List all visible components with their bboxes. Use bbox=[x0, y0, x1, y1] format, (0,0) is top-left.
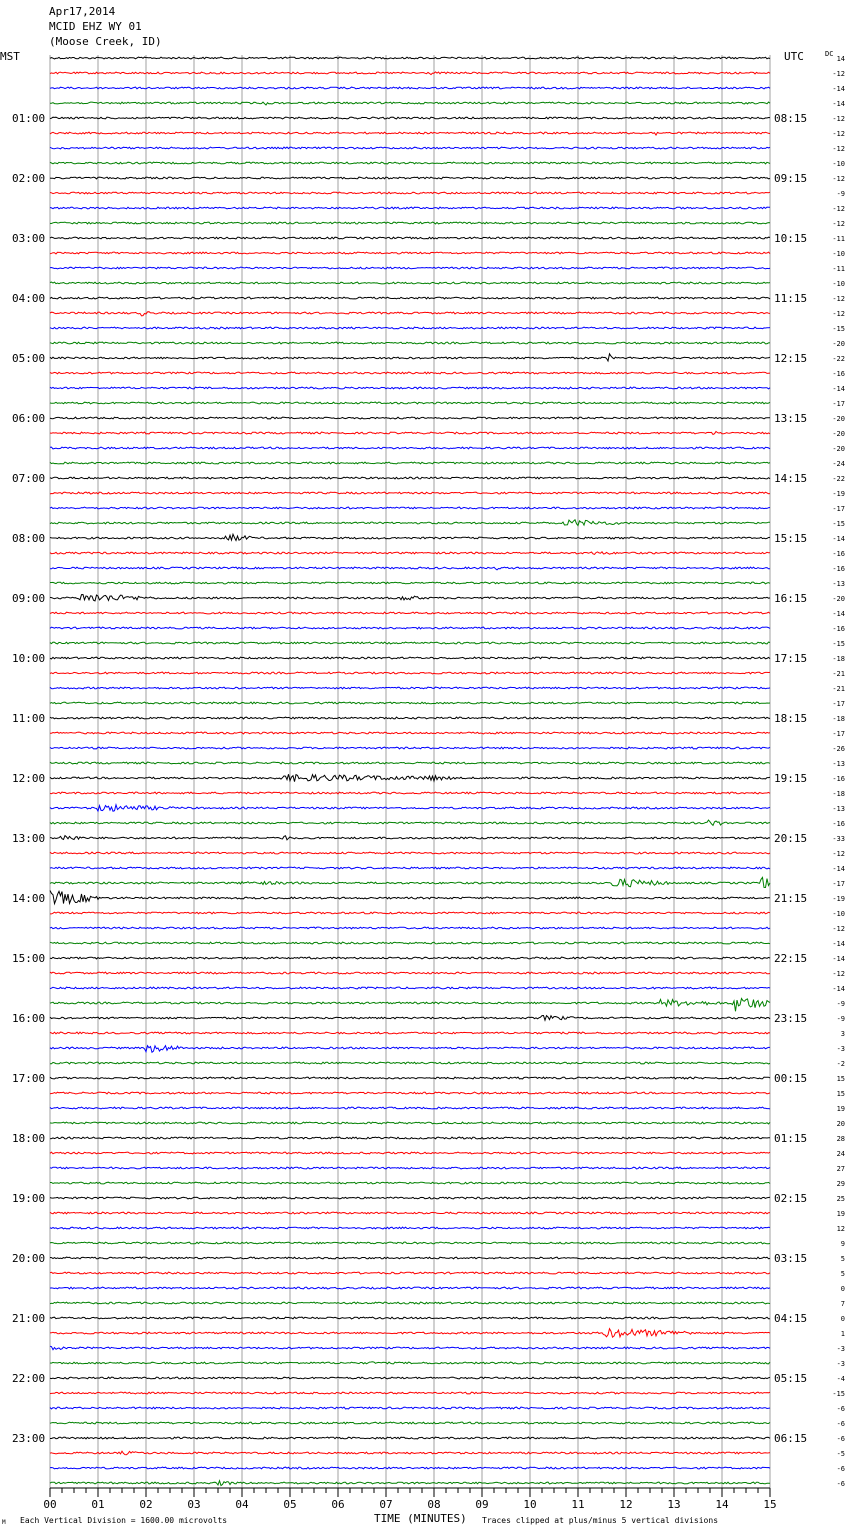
dc-offset-label: -17 bbox=[832, 700, 845, 708]
trace-row-25 bbox=[50, 432, 770, 435]
dc-offset-label: -12 bbox=[832, 70, 845, 78]
trace-row-39 bbox=[50, 642, 770, 644]
trace-row-53 bbox=[50, 852, 770, 854]
dc-offset-label: 19 bbox=[836, 1105, 845, 1113]
mst-hour-label: 08:00 bbox=[12, 532, 46, 545]
utc-hour-label: 13:15 bbox=[774, 412, 808, 425]
trace-row-28 bbox=[50, 477, 770, 479]
dc-offset-label: 0 bbox=[840, 1315, 845, 1323]
dc-offset-label: 27 bbox=[836, 1165, 845, 1173]
trace-row-68 bbox=[50, 1077, 770, 1079]
trace-row-30 bbox=[50, 507, 770, 509]
dc-offset-label: -16 bbox=[832, 625, 845, 633]
mst-hour-label: 23:00 bbox=[12, 1432, 46, 1445]
trace-row-55 bbox=[50, 877, 770, 887]
trace-row-95 bbox=[50, 1481, 770, 1486]
x-tick-label: 10 bbox=[523, 1498, 537, 1511]
dc-offset-label: -18 bbox=[832, 715, 845, 723]
mst-timezone-label: MST bbox=[0, 50, 20, 63]
trace-row-56 bbox=[50, 891, 770, 904]
mst-hour-label: 11:00 bbox=[12, 712, 46, 725]
trace-row-40 bbox=[50, 657, 770, 659]
dc-offset-label: -9 bbox=[836, 1015, 845, 1023]
x-tick-label: 03 bbox=[187, 1498, 201, 1511]
dc-offset-label: -20 bbox=[832, 415, 845, 423]
dc-offset-label: -10 bbox=[832, 280, 845, 288]
trace-row-86 bbox=[50, 1346, 770, 1350]
trace-row-23 bbox=[50, 402, 770, 404]
dc-offset-label: -12 bbox=[832, 145, 845, 153]
trace-row-20 bbox=[50, 354, 770, 361]
dc-offset-label: -9 bbox=[836, 1000, 845, 1008]
trace-row-62 bbox=[50, 987, 770, 989]
dc-offset-label: -10 bbox=[832, 160, 845, 168]
dc-offset-label: 29 bbox=[836, 1180, 845, 1188]
trace-row-69 bbox=[50, 1092, 770, 1094]
x-tick-label: 01 bbox=[91, 1498, 105, 1511]
utc-hour-label: 00:15 bbox=[774, 1072, 808, 1085]
trace-row-57 bbox=[50, 912, 770, 914]
trace-row-15 bbox=[50, 282, 770, 284]
dc-offset-label: -19 bbox=[832, 895, 845, 903]
mst-hour-label: 17:00 bbox=[12, 1072, 46, 1085]
dc-offset-label: 5 bbox=[840, 1270, 845, 1278]
mst-hour-label: 05:00 bbox=[12, 352, 46, 365]
trace-row-9 bbox=[50, 192, 770, 194]
utc-hour-label: 03:15 bbox=[774, 1252, 808, 1265]
utc-hour-label: 09:15 bbox=[774, 172, 808, 185]
dc-offset-label: -6 bbox=[836, 1465, 845, 1473]
dc-offset-label: -14 bbox=[832, 955, 845, 963]
dc-offset-label: -21 bbox=[832, 670, 845, 678]
dc-offset-label: 15 bbox=[836, 1090, 845, 1098]
dc-offset-label: -16 bbox=[832, 775, 845, 783]
utc-timezone-label: UTC bbox=[784, 50, 804, 63]
trace-row-43 bbox=[50, 702, 770, 704]
trace-row-90 bbox=[50, 1407, 770, 1409]
dc-offset-label: -12 bbox=[832, 115, 845, 123]
trace-row-46 bbox=[50, 747, 770, 749]
dc-offset-label: -12 bbox=[832, 175, 845, 183]
trace-row-3 bbox=[50, 102, 770, 105]
location-label: (Moose Creek, ID) bbox=[49, 35, 162, 48]
dc-offset-label: -11 bbox=[832, 265, 845, 273]
trace-row-2 bbox=[50, 87, 770, 89]
corner-mark: M bbox=[2, 1519, 6, 1526]
trace-row-92 bbox=[50, 1437, 770, 1439]
trace-row-77 bbox=[50, 1212, 770, 1214]
x-tick-label: 04 bbox=[235, 1498, 249, 1511]
utc-hour-label: 17:15 bbox=[774, 652, 808, 665]
trace-row-14 bbox=[50, 267, 770, 269]
dc-offset-label: -6 bbox=[836, 1435, 845, 1443]
dc-offset-label: -22 bbox=[832, 355, 845, 363]
utc-hour-label: 06:15 bbox=[774, 1432, 808, 1445]
dc-offset-label: -16 bbox=[832, 370, 845, 378]
station-label: MCID EHZ WY 01 bbox=[49, 20, 142, 33]
dc-offset-label: -6 bbox=[836, 1480, 845, 1488]
dc-offset-label: -15 bbox=[832, 640, 845, 648]
trace-row-32 bbox=[50, 534, 770, 540]
trace-row-81 bbox=[50, 1272, 770, 1274]
dc-offset-label: 25 bbox=[836, 1195, 845, 1203]
utc-hour-label: 19:15 bbox=[774, 772, 808, 785]
dc-header-label: DC bbox=[825, 50, 834, 58]
x-tick-label: 00 bbox=[43, 1498, 57, 1511]
dc-offset-label: 19 bbox=[836, 1210, 845, 1218]
x-tick-label: 15 bbox=[763, 1498, 777, 1511]
trace-row-61 bbox=[50, 972, 770, 974]
utc-hour-label: 21:15 bbox=[774, 892, 808, 905]
dc-offset-label: -13 bbox=[832, 805, 845, 813]
mst-hour-label: 19:00 bbox=[12, 1192, 46, 1205]
trace-row-34 bbox=[50, 567, 770, 570]
trace-row-47 bbox=[50, 762, 770, 764]
trace-row-42 bbox=[50, 687, 770, 689]
mst-hour-label: 21:00 bbox=[12, 1312, 46, 1325]
trace-row-12 bbox=[50, 237, 770, 239]
dc-offset-label: -13 bbox=[832, 580, 845, 588]
trace-row-24 bbox=[50, 417, 770, 419]
trace-row-16 bbox=[50, 297, 770, 299]
trace-row-11 bbox=[50, 222, 770, 224]
trace-row-36 bbox=[50, 595, 770, 601]
trace-row-41 bbox=[50, 672, 770, 674]
scale-note: Each Vertical Division = 1600.00 microvolts bbox=[20, 1516, 228, 1525]
trace-row-6 bbox=[50, 147, 770, 149]
dc-offset-label: -20 bbox=[832, 595, 845, 603]
utc-hour-label: 08:15 bbox=[774, 112, 808, 125]
x-tick-label: 09 bbox=[475, 1498, 489, 1511]
dc-offset-label: 1 bbox=[840, 1330, 845, 1338]
dc-offset-label: -12 bbox=[832, 925, 845, 933]
trace-row-70 bbox=[50, 1107, 770, 1109]
utc-hour-label: 20:15 bbox=[774, 832, 808, 845]
trace-row-71 bbox=[50, 1122, 770, 1124]
dc-offset-label: 12 bbox=[836, 1225, 845, 1233]
trace-row-58 bbox=[50, 927, 770, 929]
mst-hour-label: 07:00 bbox=[12, 472, 46, 485]
trace-row-37 bbox=[50, 612, 770, 614]
dc-offset-label: -12 bbox=[832, 850, 845, 858]
mst-hour-labels bbox=[12, 112, 45, 1445]
utc-hour-label: 01:15 bbox=[774, 1132, 808, 1145]
dc-offset-label: 0 bbox=[840, 1285, 845, 1293]
dc-offset-label: 20 bbox=[836, 1120, 845, 1128]
dc-offset-label: 24 bbox=[836, 1150, 845, 1158]
dc-offset-label: -16 bbox=[832, 565, 845, 573]
utc-hour-label: 05:15 bbox=[774, 1372, 808, 1385]
clip-note: Traces clipped at plus/minus 5 vertical divisions bbox=[482, 1516, 719, 1525]
trace-row-93 bbox=[50, 1451, 770, 1455]
dc-offset-labels bbox=[832, 55, 845, 1488]
trace-row-26 bbox=[50, 447, 770, 449]
trace-row-80 bbox=[50, 1257, 770, 1259]
dc-offset-label: 7 bbox=[840, 1300, 845, 1308]
trace-row-29 bbox=[50, 492, 770, 494]
mst-hour-label: 01:00 bbox=[12, 112, 46, 125]
utc-hour-label: 16:15 bbox=[774, 592, 808, 605]
dc-offset-label: 3 bbox=[840, 1030, 845, 1038]
trace-row-44 bbox=[50, 717, 770, 719]
trace-row-82 bbox=[50, 1287, 770, 1289]
mst-hour-label: 09:00 bbox=[12, 592, 46, 605]
dc-offset-label: -22 bbox=[832, 475, 845, 483]
dc-offset-label: 9 bbox=[840, 1240, 845, 1248]
dc-offset-label: -17 bbox=[832, 730, 845, 738]
trace-row-59 bbox=[50, 942, 770, 944]
trace-row-72 bbox=[50, 1137, 770, 1139]
trace-row-19 bbox=[50, 342, 770, 344]
trace-row-0 bbox=[50, 57, 770, 59]
x-tick-label: 13 bbox=[667, 1498, 681, 1511]
utc-hour-label: 15:15 bbox=[774, 532, 808, 545]
dc-offset-label: -12 bbox=[832, 970, 845, 978]
trace-row-60 bbox=[50, 957, 770, 959]
trace-row-65 bbox=[50, 1032, 770, 1034]
trace-row-1 bbox=[50, 72, 770, 75]
mst-hour-label: 22:00 bbox=[12, 1372, 46, 1385]
dc-offset-label: -14 bbox=[832, 385, 845, 393]
trace-row-79 bbox=[50, 1242, 770, 1244]
trace-row-17 bbox=[50, 312, 770, 316]
utc-hour-label: 10:15 bbox=[774, 232, 808, 245]
mst-hour-label: 15:00 bbox=[12, 952, 46, 965]
dc-offset-label: -13 bbox=[832, 760, 845, 768]
dc-offset-label: -3 bbox=[836, 1345, 845, 1353]
dc-offset-label: -26 bbox=[832, 745, 845, 753]
trace-row-21 bbox=[50, 372, 770, 374]
dc-offset-label: -14 bbox=[832, 865, 845, 873]
dc-offset-label: -15 bbox=[832, 520, 845, 528]
trace-row-64 bbox=[50, 1016, 770, 1021]
trace-row-18 bbox=[50, 327, 770, 329]
mst-hour-label: 13:00 bbox=[12, 832, 46, 845]
mst-hour-label: 14:00 bbox=[12, 892, 46, 905]
dc-offset-label: -4 bbox=[836, 1375, 845, 1383]
trace-row-83 bbox=[50, 1302, 770, 1304]
dc-offset-label: -12 bbox=[832, 205, 845, 213]
trace-row-94 bbox=[50, 1467, 770, 1469]
trace-row-89 bbox=[50, 1392, 770, 1394]
dc-offset-label: -10 bbox=[832, 910, 845, 918]
dc-offset-label: 14 bbox=[836, 55, 845, 63]
dc-offset-label: -21 bbox=[832, 685, 845, 693]
mst-hour-label: 20:00 bbox=[12, 1252, 46, 1265]
trace-row-45 bbox=[50, 732, 770, 734]
utc-hour-label: 18:15 bbox=[774, 712, 808, 725]
mst-hour-label: 10:00 bbox=[12, 652, 46, 665]
x-tick-label: 14 bbox=[715, 1498, 729, 1511]
x-tick-label: 05 bbox=[283, 1498, 297, 1511]
x-axis-title: TIME (MINUTES) bbox=[374, 1512, 467, 1525]
utc-hour-label: 14:15 bbox=[774, 472, 808, 485]
utc-hour-label: 04:15 bbox=[774, 1312, 808, 1325]
dc-offset-label: -3 bbox=[836, 1045, 845, 1053]
utc-hour-label: 11:15 bbox=[774, 292, 808, 305]
dc-offset-label: -14 bbox=[832, 985, 845, 993]
trace-row-31 bbox=[50, 520, 770, 526]
trace-row-88 bbox=[50, 1377, 770, 1379]
trace-row-54 bbox=[50, 867, 770, 869]
dc-offset-label: -17 bbox=[832, 400, 845, 408]
x-axis bbox=[43, 1488, 776, 1511]
utc-hour-label: 02:15 bbox=[774, 1192, 808, 1205]
trace-row-66 bbox=[50, 1046, 770, 1053]
dc-offset-label: -12 bbox=[832, 310, 845, 318]
dc-offset-label: -14 bbox=[832, 940, 845, 948]
dc-offset-label: -10 bbox=[832, 250, 845, 258]
dc-offset-label: -24 bbox=[832, 460, 845, 468]
mst-hour-label: 03:00 bbox=[12, 232, 46, 245]
dc-offset-label: -12 bbox=[832, 295, 845, 303]
trace-row-10 bbox=[50, 207, 770, 209]
x-tick-label: 06 bbox=[331, 1498, 345, 1511]
trace-row-75 bbox=[50, 1182, 770, 1184]
dc-offset-label: -12 bbox=[832, 220, 845, 228]
trace-row-22 bbox=[50, 387, 770, 389]
trace-row-87 bbox=[50, 1362, 770, 1364]
trace-row-8 bbox=[50, 177, 770, 179]
trace-row-7 bbox=[50, 162, 770, 164]
trace-row-52 bbox=[50, 836, 770, 840]
mst-hour-label: 04:00 bbox=[12, 292, 46, 305]
trace-row-76 bbox=[50, 1197, 770, 1199]
dc-offset-label: 28 bbox=[836, 1135, 845, 1143]
dc-offset-label: -14 bbox=[832, 610, 845, 618]
dc-offset-label: -14 bbox=[832, 535, 845, 543]
dc-offset-label: -17 bbox=[832, 880, 845, 888]
dc-offset-label: -20 bbox=[832, 445, 845, 453]
dc-offset-label: -18 bbox=[832, 790, 845, 798]
dc-offset-label: 5 bbox=[840, 1255, 845, 1263]
trace-row-50 bbox=[50, 805, 770, 811]
trace-row-4 bbox=[50, 117, 770, 119]
dc-offset-label: -20 bbox=[832, 430, 845, 438]
utc-hour-label: 12:15 bbox=[774, 352, 808, 365]
dc-offset-label: -2 bbox=[836, 1060, 845, 1068]
x-tick-label: 08 bbox=[427, 1498, 441, 1511]
trace-row-35 bbox=[50, 582, 770, 584]
trace-row-85 bbox=[50, 1329, 770, 1338]
mst-hour-label: 18:00 bbox=[12, 1132, 46, 1145]
trace-row-51 bbox=[50, 820, 770, 825]
dc-offset-label: 15 bbox=[836, 1075, 845, 1083]
mst-hour-label: 06:00 bbox=[12, 412, 46, 425]
utc-hour-labels bbox=[774, 112, 807, 1445]
trace-row-38 bbox=[50, 627, 770, 629]
x-tick-label: 02 bbox=[139, 1498, 153, 1511]
trace-row-49 bbox=[50, 792, 770, 794]
dc-offset-label: -20 bbox=[832, 340, 845, 348]
dc-offset-label: -16 bbox=[832, 550, 845, 558]
mst-hour-label: 12:00 bbox=[12, 772, 46, 785]
trace-row-13 bbox=[50, 252, 770, 254]
trace-row-33 bbox=[50, 552, 770, 555]
x-tick-label: 11 bbox=[571, 1498, 585, 1511]
trace-row-48 bbox=[50, 774, 770, 781]
dc-offset-label: -15 bbox=[832, 1390, 845, 1398]
dc-offset-label: -3 bbox=[836, 1360, 845, 1368]
dc-offset-label: -19 bbox=[832, 490, 845, 498]
dc-offset-label: -14 bbox=[832, 85, 845, 93]
mst-hour-label: 16:00 bbox=[12, 1012, 46, 1025]
trace-row-73 bbox=[50, 1152, 770, 1154]
dc-offset-label: -6 bbox=[836, 1405, 845, 1413]
date-label: Apr17,2014 bbox=[49, 5, 116, 18]
trace-row-27 bbox=[50, 462, 770, 464]
utc-hour-label: 23:15 bbox=[774, 1012, 808, 1025]
trace-row-74 bbox=[50, 1167, 770, 1169]
dc-offset-label: -9 bbox=[836, 190, 845, 198]
dc-offset-label: -17 bbox=[832, 505, 845, 513]
dc-offset-label: -6 bbox=[836, 1420, 845, 1428]
dc-offset-label: -16 bbox=[832, 820, 845, 828]
dc-offset-label: -15 bbox=[832, 325, 845, 333]
trace-row-84 bbox=[50, 1317, 770, 1319]
dc-offset-label: -33 bbox=[832, 835, 845, 843]
mst-hour-label: 02:00 bbox=[12, 172, 46, 185]
trace-row-63 bbox=[50, 999, 770, 1012]
dc-offset-label: -11 bbox=[832, 235, 845, 243]
utc-hour-label: 22:15 bbox=[774, 952, 808, 965]
dc-offset-label: -14 bbox=[832, 100, 845, 108]
dc-offset-label: -5 bbox=[836, 1450, 845, 1458]
trace-row-67 bbox=[50, 1062, 770, 1064]
x-tick-label: 07 bbox=[379, 1498, 393, 1511]
seismic-traces bbox=[50, 57, 770, 1485]
x-tick-label: 12 bbox=[619, 1498, 633, 1511]
trace-row-5 bbox=[50, 132, 770, 135]
trace-row-78 bbox=[50, 1227, 770, 1229]
dc-offset-label: -18 bbox=[832, 655, 845, 663]
trace-row-91 bbox=[50, 1422, 770, 1424]
dc-offset-label: -12 bbox=[832, 130, 845, 138]
